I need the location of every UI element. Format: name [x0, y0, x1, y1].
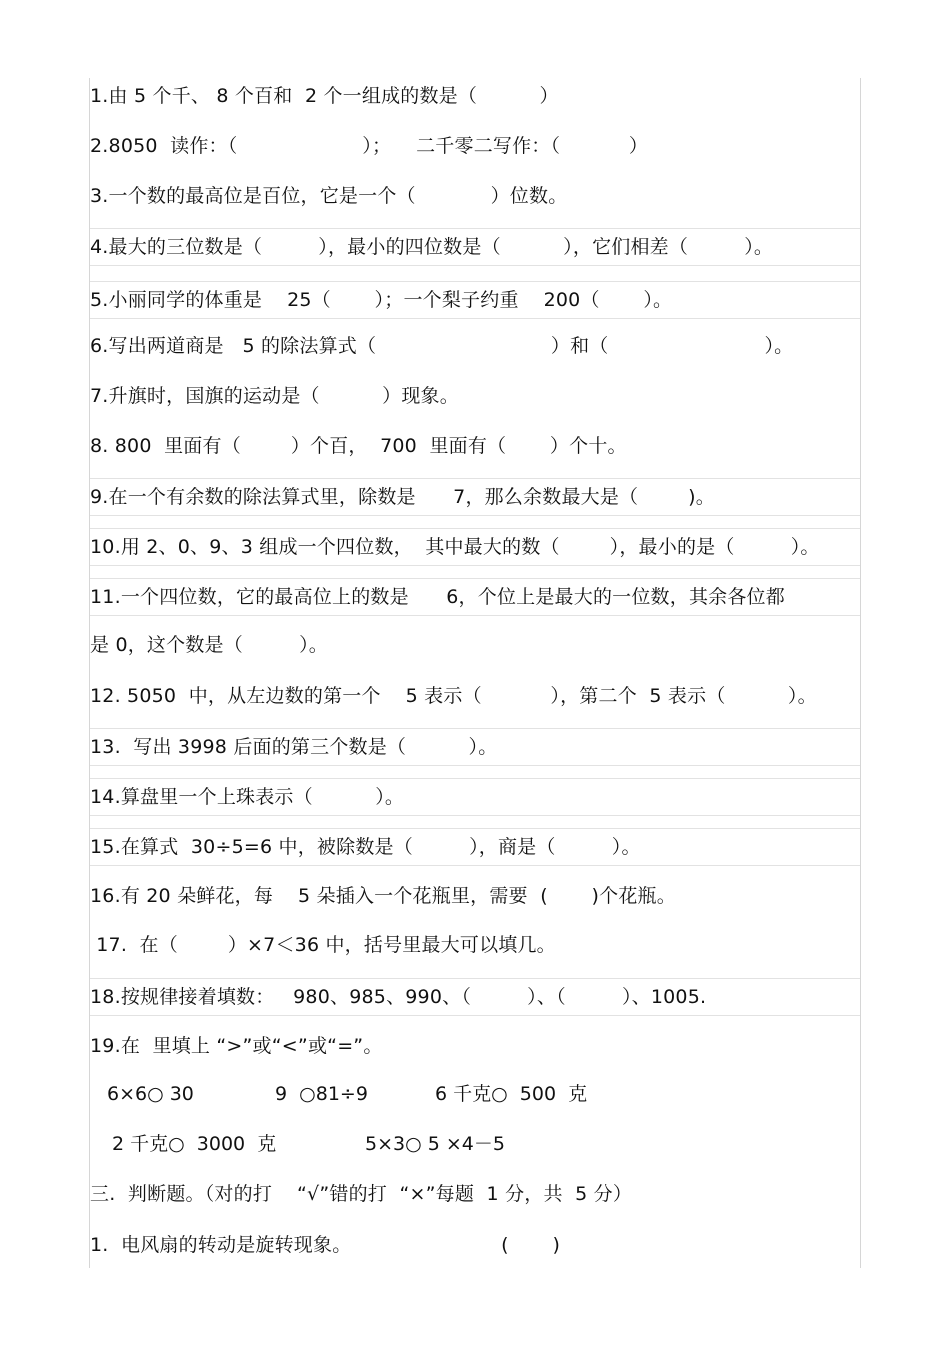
question-text: 13. 写出 3998 后面的第三个数是（ ）。 — [90, 736, 498, 758]
question-row — [90, 378, 860, 416]
judge-row — [90, 1227, 860, 1265]
compare-item: 6 千克○ 500 克 — [435, 1083, 588, 1105]
question-text: 4.最大的三位数是（ ），最小的四位数是（ ），它们相差（ ）。 — [90, 236, 774, 258]
question-text: 12. 5050 中，从左边数的第一个 5 表示（ ），第二个 5 表示（ ）。 — [90, 685, 817, 707]
section-heading-row — [90, 1176, 860, 1214]
question-row — [90, 1028, 860, 1066]
question-text: 15.在算式 30÷5=6 中，被除数是（ ），商是（ ）。 — [90, 836, 641, 858]
question-row — [90, 728, 860, 766]
question-text: 17. 在（ ）×7＜36 中，括号里最大可以填几。 — [90, 934, 556, 956]
question-text: 5.小丽同学的体重是 25（ ）；一个梨子约重 200（ ）。 — [90, 289, 673, 311]
question-text: 3.一个数的最高位是百位，它是一个（ ）位数。 — [90, 185, 568, 207]
section-3-title: 三. 判断题。（对的打 “√”错的打 “×”每题 1 分，共 5 分） — [90, 1183, 633, 1205]
question-row — [90, 428, 860, 466]
question-text: 6.写出两道商是 5 的除法算式（ ）和（ ）。 — [90, 335, 794, 357]
question-row — [90, 328, 860, 366]
question-text: 2.8050 读作：（ ）； 二千零二写作：（ ） — [90, 135, 649, 157]
question-row — [90, 281, 860, 319]
question-text: 9.在一个有余数的除法算式里，除数是 7，那么余数最大是（ )。 — [90, 486, 715, 508]
question-row — [90, 228, 860, 266]
question-row — [90, 128, 860, 166]
question-row-continued — [90, 627, 860, 665]
question-row — [90, 528, 860, 566]
compare-item: 9 ○81÷9 — [275, 1083, 368, 1105]
judge-item: 1. 电风扇的转动是旋转现象。 ( ) — [90, 1234, 561, 1256]
question-text: 10.用 2、0、9、3 组成一个四位数， 其中最大的数（ ），最小的是（ ）。 — [90, 536, 820, 558]
question-row — [90, 828, 860, 866]
question-row — [90, 578, 860, 616]
question-text: 11.一个四位数，它的最高位上的数是 6，个位上是最大的一位数，其余各位都 — [90, 586, 785, 608]
question-row — [90, 927, 860, 965]
question-row — [90, 478, 860, 516]
compare-item: 2 千克○ 3000 克 — [112, 1133, 277, 1155]
question-text: 16.有 20 朵鲜花，每 5 朵插入一个花瓶里，需要 ( )个花瓶。 — [90, 885, 676, 907]
question-text: 8. 800 里面有（ ）个百， 700 里面有（ ）个十。 — [90, 435, 627, 457]
question-row — [90, 978, 860, 1016]
question-text: 1.由 5 个千、 8 个百和 2 个一组成的数是（ ） — [90, 85, 559, 107]
question-row — [90, 778, 860, 816]
compare-item: 5×3○ 5 ×4－5 — [365, 1133, 505, 1155]
question-text: 7.升旗时，国旗的运动是（ ）现象。 — [90, 385, 459, 407]
question-text: 14.算盘里一个上珠表示（ ）。 — [90, 786, 405, 808]
compare-item: 6×6○ 30 — [107, 1083, 194, 1105]
right-margin-line — [860, 78, 861, 1268]
question-row — [90, 78, 860, 116]
question-text: 19.在 里填上 “>”或“<”或“=”。 — [90, 1035, 383, 1057]
question-row — [90, 678, 860, 716]
question-text: 18.按规律接着填数： 980、985、990、（ ）、（ ）、1005. — [90, 986, 707, 1008]
question-row — [90, 878, 860, 916]
question-text: 是 0，这个数是（ ）。 — [90, 634, 328, 656]
question-row — [90, 178, 860, 216]
